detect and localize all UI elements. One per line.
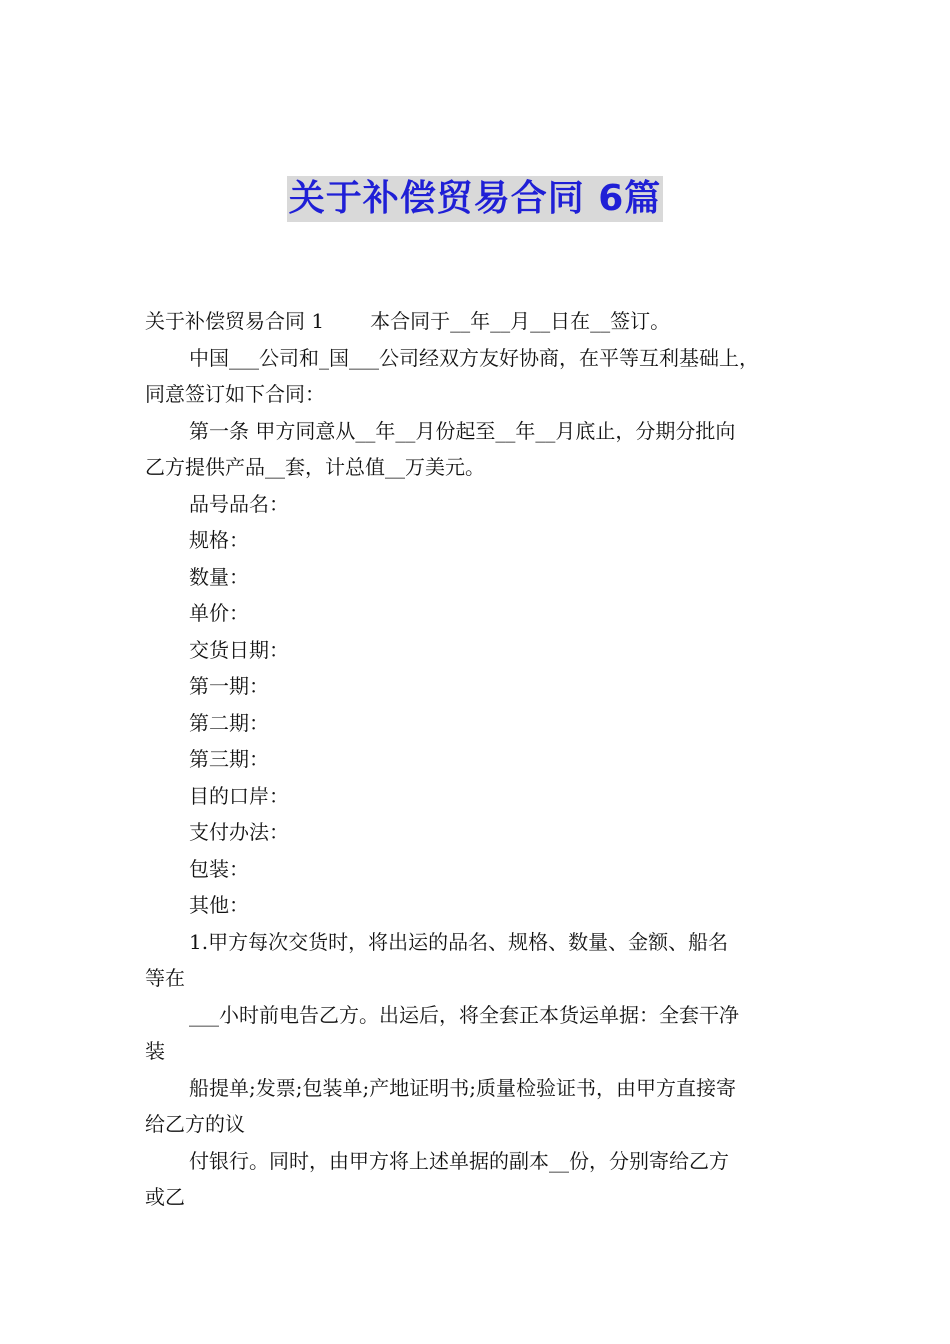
paragraph-line: 或乙 [145, 1185, 185, 1209]
field-label: 数量： [189, 564, 249, 589]
paragraph-line: ___小时前电告乙方。出运后，将全套正本货运单据：全套干净 [189, 1002, 739, 1027]
field-label: 包装： [189, 856, 249, 881]
field-label: 目的口岸： [189, 783, 289, 808]
paragraph-line: 付银行。同时，由甲方将上述单据的副本__份，分别寄给乙方 [189, 1148, 729, 1173]
paragraph-line: 给乙方的议 [145, 1112, 245, 1136]
field-label: 第三期： [189, 747, 269, 771]
field-label: 第一期： [189, 674, 269, 698]
field-label: 第二期： [189, 710, 269, 735]
paragraph-line: 装 [145, 1039, 165, 1063]
paragraph-line: 乙方提供产品__套，计总值__万美元。 [145, 455, 485, 479]
paragraph-line: 等在 [145, 966, 185, 990]
paragraph-line: 同意签订如下合同： [145, 382, 325, 406]
title-container [0, 176, 950, 222]
field-label: 单价： [189, 601, 249, 625]
paragraph-line: 第一条 甲方同意从__年__月份起至__年__月底止，分期分批向 [189, 418, 736, 443]
document-body [145, 303, 825, 1216]
contract-intro: 本合同于__年__月__日在__签订。 [370, 309, 671, 333]
field-label: 交货日期： [189, 637, 289, 662]
contract-heading: 关于补偿贸易合同 1 [145, 309, 325, 333]
first-line [145, 303, 825, 340]
field-label: 支付办法： [189, 820, 289, 844]
paragraph-line: 1.甲方每次交货时，将出运的品名、规格、数量、金额、船名 [189, 929, 729, 954]
document-title: 关于补偿贸易合同 6篇 [287, 176, 664, 222]
field-label: 品号品名： [189, 491, 289, 516]
paragraph-line: 中国___公司和_国___公司经双方友好协商，在平等互利基础上， [189, 345, 759, 370]
field-label: 规格： [189, 528, 249, 552]
field-label: 其他： [189, 893, 249, 917]
paragraph-line: 船提单;发票;包装单;产地证明书;质量检验证书，由甲方直接寄 [189, 1075, 736, 1100]
